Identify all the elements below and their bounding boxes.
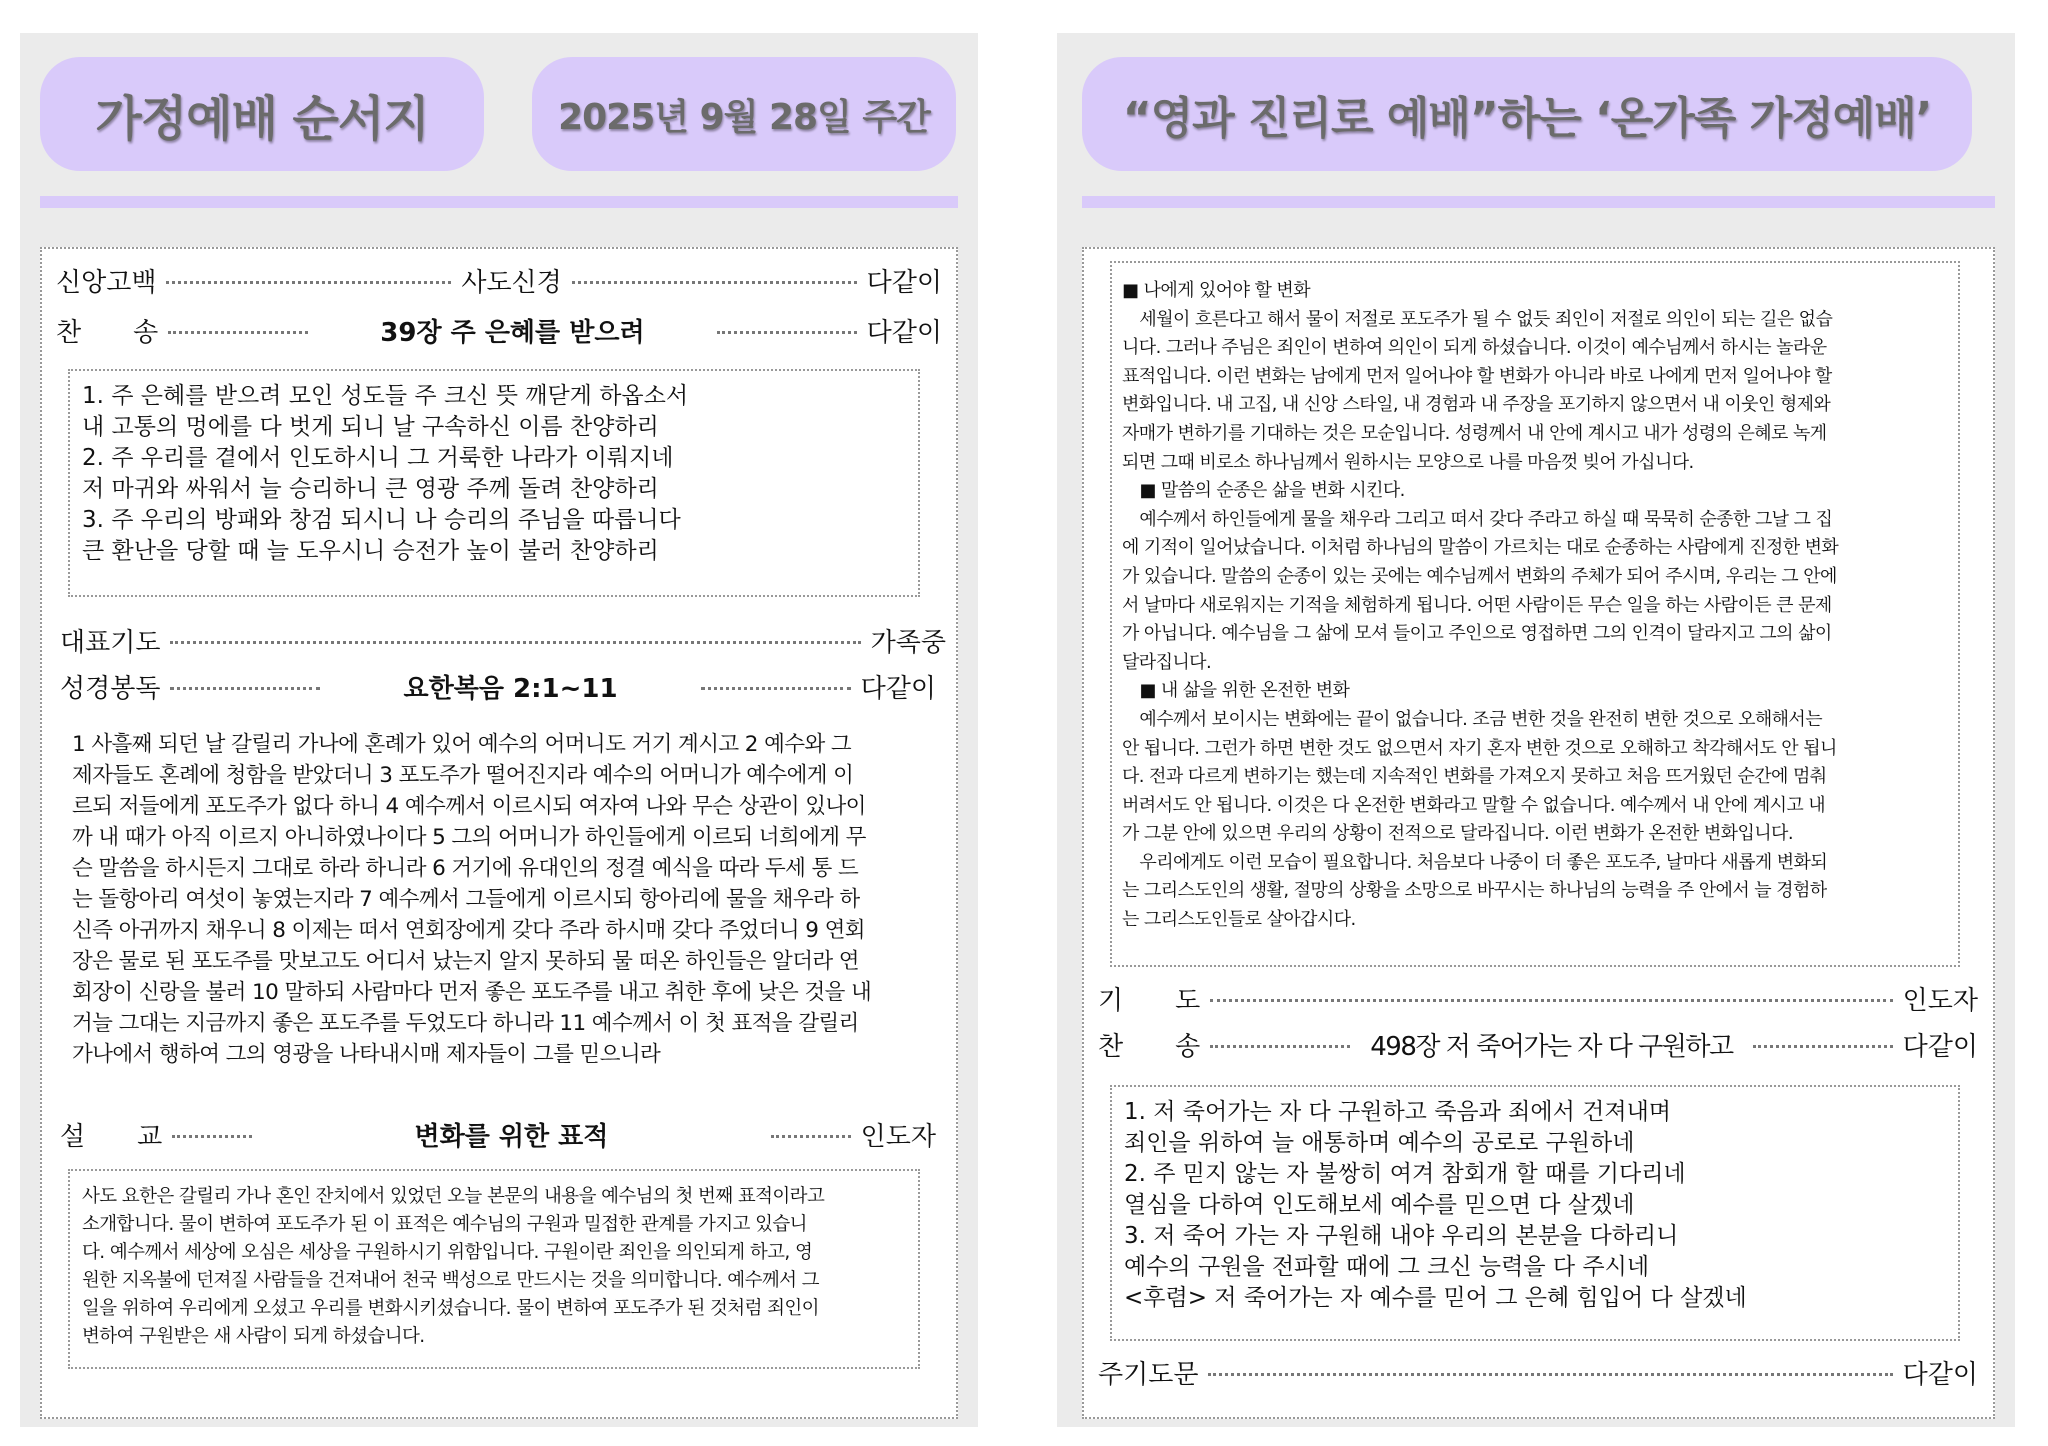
body-line: 예수께서 보이시는 변화에는 끝이 없습니다. 조금 변한 것을 완전히 변한 것으로 오해해서는 [1122,708,1823,730]
sermon-who: 인도자 [860,1121,936,1152]
body-line: 에 기적이 일어났습니다. 이처럼 하나님의 말씀이 가르치는 대로 순종하는 사람에게 진정한 변화 [1122,537,1839,559]
scripture-line: 는 돌항아리 여섯이 놓였는지라 7 예수께서 그들에게 이르시되 항아리에 물을 채우라 하 [72,887,860,912]
bulletin-date: 2025년 9월 28일 주간 [532,57,956,171]
body-line: 가 있습니다. 말씀의 순종이 있는 곳에는 예수님께서 변화의 주체가 되어 주시며, 우리는 그 안에 [1122,565,1837,587]
creed-label: 신앙고백 [56,267,157,298]
lyric-line: 1. 주 은혜를 받으려 모인 성도들 주 크신 뜻 깨닫게 하옵소서 [82,383,689,409]
body-line: 세월이 흐른다고 해서 물이 저절로 포도주가 될 수 없듯 죄인이 저절로 의인이 되는 길은 없습 [1122,308,1833,330]
reading-who: 다같이 [860,673,936,704]
hymn-who: 다같이 [866,317,942,348]
scripture-line: 슨 말씀을 하시든지 그대로 하라 하니라 6 거기에 유대인의 정결 예식을 따라 두세 통 드 [72,856,859,881]
lords-prayer-who: 다같이 [1902,1359,1978,1390]
body-line: 다. 전과 다르게 변하기는 했는데 지속적인 변화를 가져오지 못하고 처음 뜨거웠던 순간에 멈춰 [1122,766,1827,788]
sermon-summary-box [68,1169,920,1369]
sermon-line: 사도 요한은 갈릴리 가나 혼인 잔치에서 있었던 오늘 본문의 내용을 예수님의 첫 번째 표적이라고 [82,1186,825,1207]
lyric-line: 2. 주 우리를 곁에서 인도하시니 그 거룩한 나라가 이뤄지네 [82,445,674,471]
body-line: 는 그리스도인의 생활, 절망의 상황을 소망으로 바꾸시는 하나님의 능력을 주 안에서 늘 경험하 [1122,880,1827,902]
scripture-line: 회장이 신랑을 불러 10 말하되 사람마다 먼저 좋은 포도주를 내고 취한 후에 낮은 것을 내 [72,980,872,1005]
lyric-line: <후렴> 저 죽어가는 자 예수를 믿어 그 은혜 힘입어 다 살겠네 [1124,1285,1747,1311]
leader-dots [168,331,308,334]
leader-dots [166,281,451,284]
reading-label: 성경봉독 [60,673,161,704]
body-line: 가 아닙니다. 예수님을 그 삶에 모셔 들이고 주인으로 영접하면 그의 인격이 달라지고 그의 삶이 [1122,623,1832,645]
body-line: 서 날마다 새로워지는 기적을 체험하게 됩니다. 어떤 사람이든 무슨 일을 하는 사람이든 큰 문제 [1122,594,1832,616]
prayer-label: 기 도 [1098,985,1201,1016]
hymn-title: 498장 저 죽어가는 자 다 구원하고 [1370,1031,1733,1062]
row-prayer [1098,979,1978,1017]
scripture-line: 장은 물로 된 포도주를 맛보고도 어디서 났는지 알지 못하되 물 떠온 하인들은 알더라 연 [72,949,859,974]
reading-title: 요한복음 2:1~11 [403,673,618,704]
body-line: ■ 내 삶을 위한 온전한 변화 [1122,680,1350,702]
body-line: 변화입니다. 내 고집, 내 신앙 스타일, 내 경험과 내 주장을 포기하지 않으면서 내 이웃인 형제와 [1122,394,1831,416]
row-reading [60,667,936,705]
leader-dots [717,331,857,334]
scripture-line: 르되 저들에게 포도주가 없다 하니 4 예수께서 이르시되 여자여 나와 무슨 상관이 있나이 [72,794,866,819]
scripture-line: 신즉 아귀까지 채우니 8 이제는 떠서 연회장에게 갖다 주라 하시매 갖다 주었더니 9 연회 [72,918,865,943]
accent-bar [1082,196,1995,208]
body-line: ■ 나에게 있어야 할 변화 [1122,280,1310,301]
lyric-line: 3. 주 우리의 방패와 창검 되시니 나 승리의 주님을 따릅니다 [82,507,681,533]
body-line: 우리에게도 이런 모습이 필요합니다. 처음보다 나중이 더 좋은 포도주, 날마다 새롭게 변화되 [1122,851,1828,873]
bulletin-title: 가정예배 순서지 [40,57,484,171]
leader-dots [170,687,320,690]
row-lords-prayer [1098,1353,1978,1391]
lords-prayer-label: 주기도문 [1098,1359,1199,1390]
lyric-line: 큰 환난을 당할 때 늘 도우시니 승전가 높이 불러 찬양하리 [82,538,659,564]
sermon-line: 원한 지옥불에 던져질 사람들을 건져내어 천국 백성으로 만드시는 것을 의미합니다. 예수께서 그 [82,1270,819,1291]
sermon-label: 설 교 [60,1121,163,1152]
prayer-label: 대표기도 [60,627,161,658]
creed-title: 사도신경 [461,267,562,298]
scripture-line: 1 사흘째 되던 날 갈릴리 가나에 혼례가 있어 예수의 어머니도 거기 계시고 2 예수와 그 [72,732,852,757]
sermon-line: 다. 예수께서 세상에 오심은 세상을 구원하시기 위함입니다. 구원이란 죄인을 의인되게 하고, 영 [82,1242,813,1263]
body-line: 버려서도 안 됩니다. 이것은 다 온전한 변화라고 말할 수 없습니다. 예수께서 내 안에 계시고 내 [1122,794,1826,816]
left-page [20,33,978,1427]
body-line: 니다. 그러나 주님은 죄인이 변하여 의인이 되게 하셨습니다. 이것이 예수님께서 하시는 놀라운 [1122,337,1827,359]
leader-dots [1753,1045,1893,1048]
leader-dots [170,641,860,644]
lyric-line: 예수의 구원을 전파할 때에 그 크신 능력을 다 주시네 [1124,1254,1650,1280]
leader-dots [1210,999,1892,1002]
leader-dots [701,687,851,690]
sermon-line: 소개합니다. 물이 변하여 포도주가 된 이 표적은 예수님의 구원과 밀접한 관계를 가지고 있습니 [82,1214,807,1235]
row-hymn [56,311,942,349]
prayer-who: 가족중 [870,627,946,658]
body-line: 달라집니다. [1122,651,1212,673]
worship-theme-title: “영과 진리로 예배”하는 ‘온가족 가정예배’ [1082,57,1972,171]
lyric-line: 열심을 다하여 인도해보세 예수를 믿으면 다 살겠네 [1124,1192,1635,1218]
scripture-line: 가나에서 행하여 그의 영광을 나타내시매 제자들이 그를 믿으니라 [72,1042,661,1067]
hymn-label: 찬 송 [56,317,159,348]
scripture-line: 제자들도 혼례에 청함을 받았더니 3 포도주가 떨어진지라 예수의 어머니가 예수에게 이 [72,763,854,788]
sermon-line: 변하여 구원받은 새 사람이 되게 하셨습니다. [82,1326,425,1347]
sermon-title: 변화를 위한 표적 [414,1121,609,1152]
accent-bar [40,196,958,208]
body-line: 되면 그때 비로소 하나님께서 원하시는 모양으로 나를 마음껏 빚어 가십니다. [1122,451,1694,473]
body-line: 예수께서 하인들에게 물을 채우라 그리고 떠서 갖다 주라고 하실 때 묵묵히 순종한 그날 그 집 [1122,508,1833,530]
left-content-box [40,247,958,1419]
body-line: 안 됩니다. 그런가 하면 변한 것도 없으면서 자기 혼자 변한 것으로 오해하고 착각해서도 안 됩니 [1122,737,1837,759]
body-line: ■ 말씀의 순종은 삶을 변화 시킨다. [1122,480,1405,502]
sermon-body-box [1110,261,1960,967]
scripture-line: 거늘 그대는 지금까지 좋은 포도주를 두었도다 하니라 11 예수께서 이 첫 표적을 갈릴리 [72,1011,859,1036]
body-line: 가 그분 안에 있으면 우리의 상황이 전적으로 달라집니다. 이런 변화가 온전한 변화입니다. [1122,823,1793,845]
leader-dots [172,1135,252,1138]
body-line: 는 그리스도인들로 살아갑시다. [1122,909,1356,931]
scripture-line: 까 내 때가 아직 이르지 아니하였나이다 5 그의 어머니가 하인들에게 이르되 너희에게 무 [72,825,866,850]
lyric-line: 2. 주 믿지 않는 자 불쌍히 여겨 참회개 할 때를 기다리네 [1124,1161,1686,1187]
row-creed [56,261,942,299]
prayer-who: 인도자 [1902,985,1978,1016]
lyric-line: 1. 저 죽어가는 자 다 구원하고 죽음과 죄에서 건져내며 [1124,1099,1672,1125]
right-content-box [1082,247,1995,1419]
scripture-text [72,729,926,1070]
lyric-line: 3. 저 죽어 가는 자 구원해 내야 우리의 본분을 다하리니 [1124,1223,1679,1249]
body-line: 표적입니다. 이런 변화는 남에게 먼저 일어나야 할 변화가 아니라 바로 나에게 먼저 일어나야 할 [1122,365,1832,387]
leader-dots [1208,1373,1892,1376]
row-sermon [60,1115,936,1153]
right-page [1057,33,2015,1427]
lyric-line: 내 고통의 멍에를 다 벗게 되니 날 구속하신 이름 찬양하리 [82,414,659,440]
creed-who: 다같이 [866,267,943,298]
hymn-lyrics-box [1110,1085,1960,1341]
row-hymn [1098,1025,1978,1063]
hymn-label: 찬 송 [1098,1031,1201,1062]
leader-dots [1210,1045,1350,1048]
body-line: 자매가 변하기를 기대하는 것은 모순입니다. 성령께서 내 안에 계시고 내가 성령의 은혜로 녹게 [1122,422,1827,444]
leader-dots [572,281,857,284]
row-prayer [60,621,946,659]
sermon-line: 일을 위하여 우리에게 오셨고 우리를 변화시키셨습니다. 물이 변하여 포도주가 된 것처럼 죄인이 [82,1298,819,1319]
hymn-who: 다같이 [1902,1031,1978,1062]
leader-dots [771,1135,851,1138]
hymn-lyrics-box [68,369,920,597]
hymn-title: 39장 주 은혜를 받으려 [380,317,645,348]
lyric-line: 저 마귀와 싸워서 늘 승리하니 큰 영광 주께 돌려 찬양하리 [82,476,659,502]
lyric-line: 죄인을 위하여 늘 애통하며 예수의 공로로 구원하네 [1124,1130,1635,1156]
